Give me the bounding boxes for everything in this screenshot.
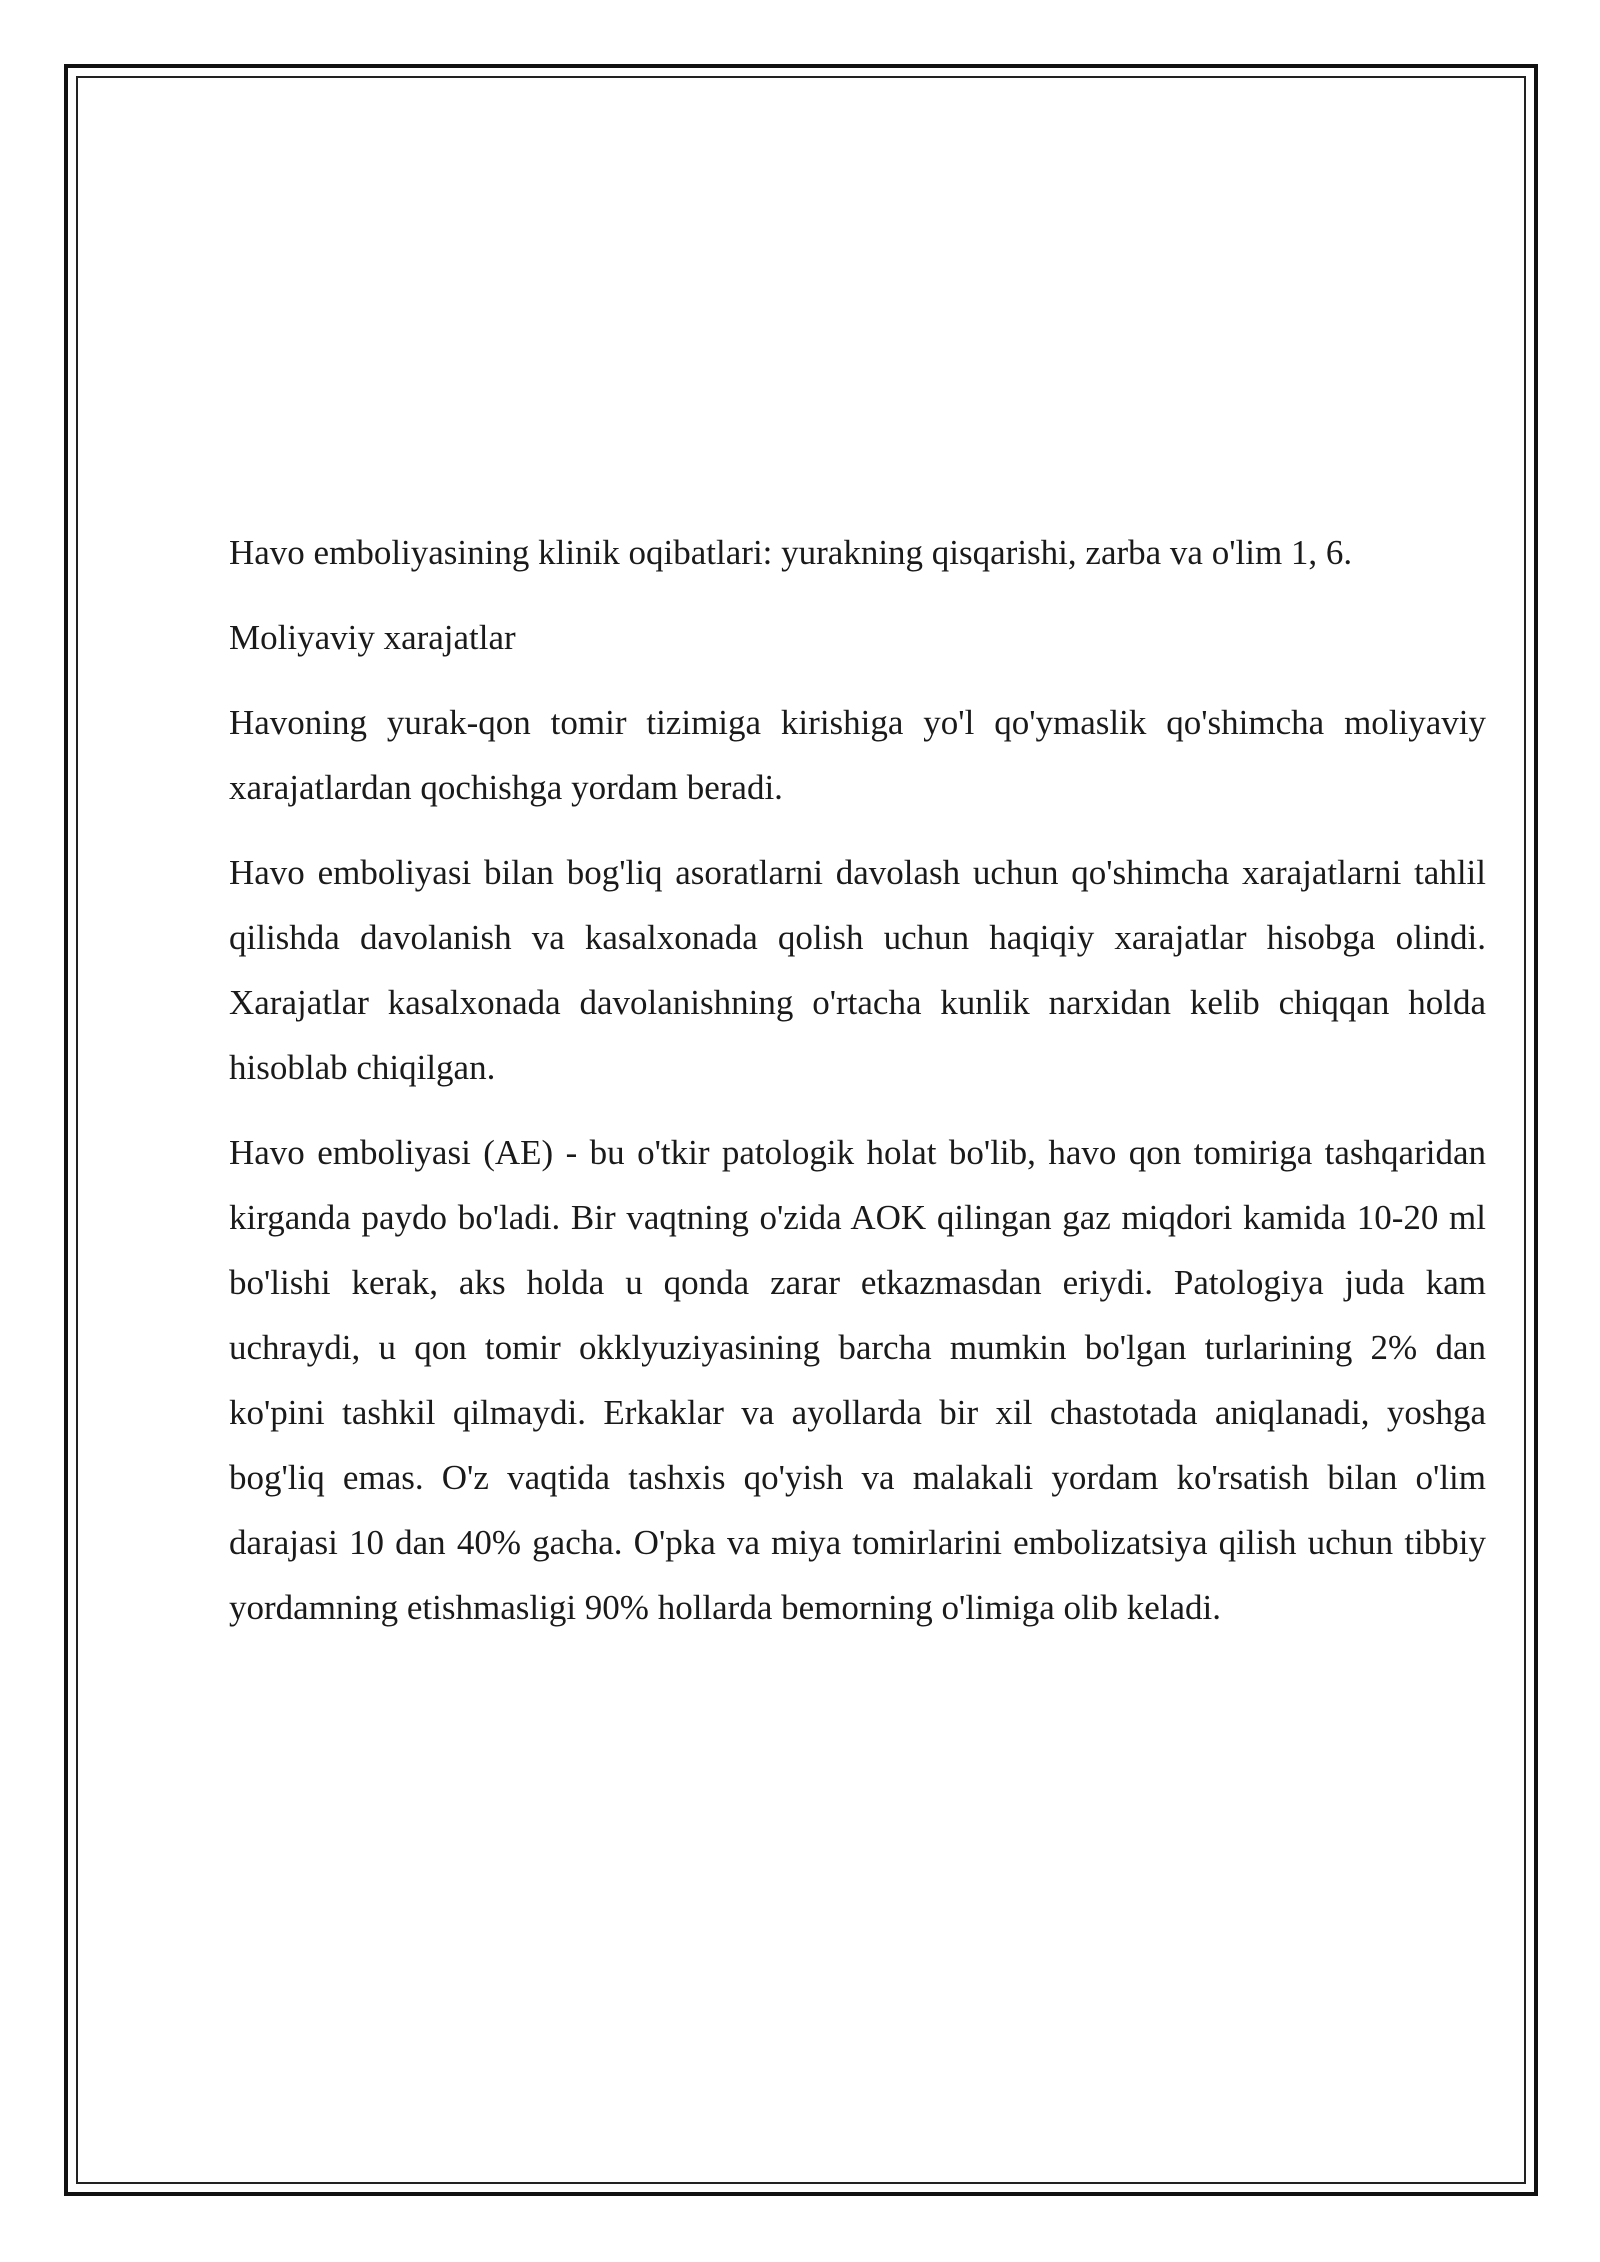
paragraph-air-embolism-definition: Havo emboliyasi (AE) - bu o'tkir patologik holat bo'lib, havo qon tomiriga tashqaridan kirganda paydo bo'ladi. Bir vaqtning o'zida AOK qilingan gaz miqdori kamida 10-20 ml bo'lishi kerak, aks holda u qonda zarar etkazmasdan eriydi. Patologiya juda kam uchraydi, u qon tomir okklyuziyasining barcha mumkin bo'lgan turlarining 2% dan ko'pini tashkil qilmaydi. Erkaklar va ayollarda bir xil chastotada aniqlanadi, yoshga bog'liq emas. O'z vaqtida tashxis qo'yish va malakali yordam ko'rsatish bilan o'lim darajasi 10 dan 40% gacha. O'pka va miya tomirlarini embolizatsiya qilish uchun tibbiy yordamning etishmasligi 90% hollarda bemorning o'limiga olib keladi. bbox=[229, 1133, 1486, 1627]
document-body bbox=[229, 520, 1486, 1660]
section-heading-financial-costs: Moliyaviy xarajatlar bbox=[229, 618, 516, 657]
paragraph-clinical-consequences: Havo emboliyasining klinik oqibatlari: yurakning qisqarishi, zarba va o'lim 1, 6. bbox=[229, 533, 1353, 572]
paragraph-cost-prevention: Havoning yurak-qon tomir tizimiga kirishiga yo'l qo'ymaslik qo'shimcha moliyaviy xarajatlardan qochishga yordam beradi. bbox=[229, 703, 1486, 807]
paragraph-cost-analysis: Havo emboliyasi bilan bog'liq asoratlarni davolash uchun qo'shimcha xarajatlarni tahlil qilishda davolanish va kasalxonada qolish uchun haqiqiy xarajatlar hisobga olindi. Xarajatlar kasalxonada davolanishning o'rtacha kunlik narxidan kelib chiqqan holda hisoblab chiqilgan. bbox=[229, 853, 1486, 1087]
